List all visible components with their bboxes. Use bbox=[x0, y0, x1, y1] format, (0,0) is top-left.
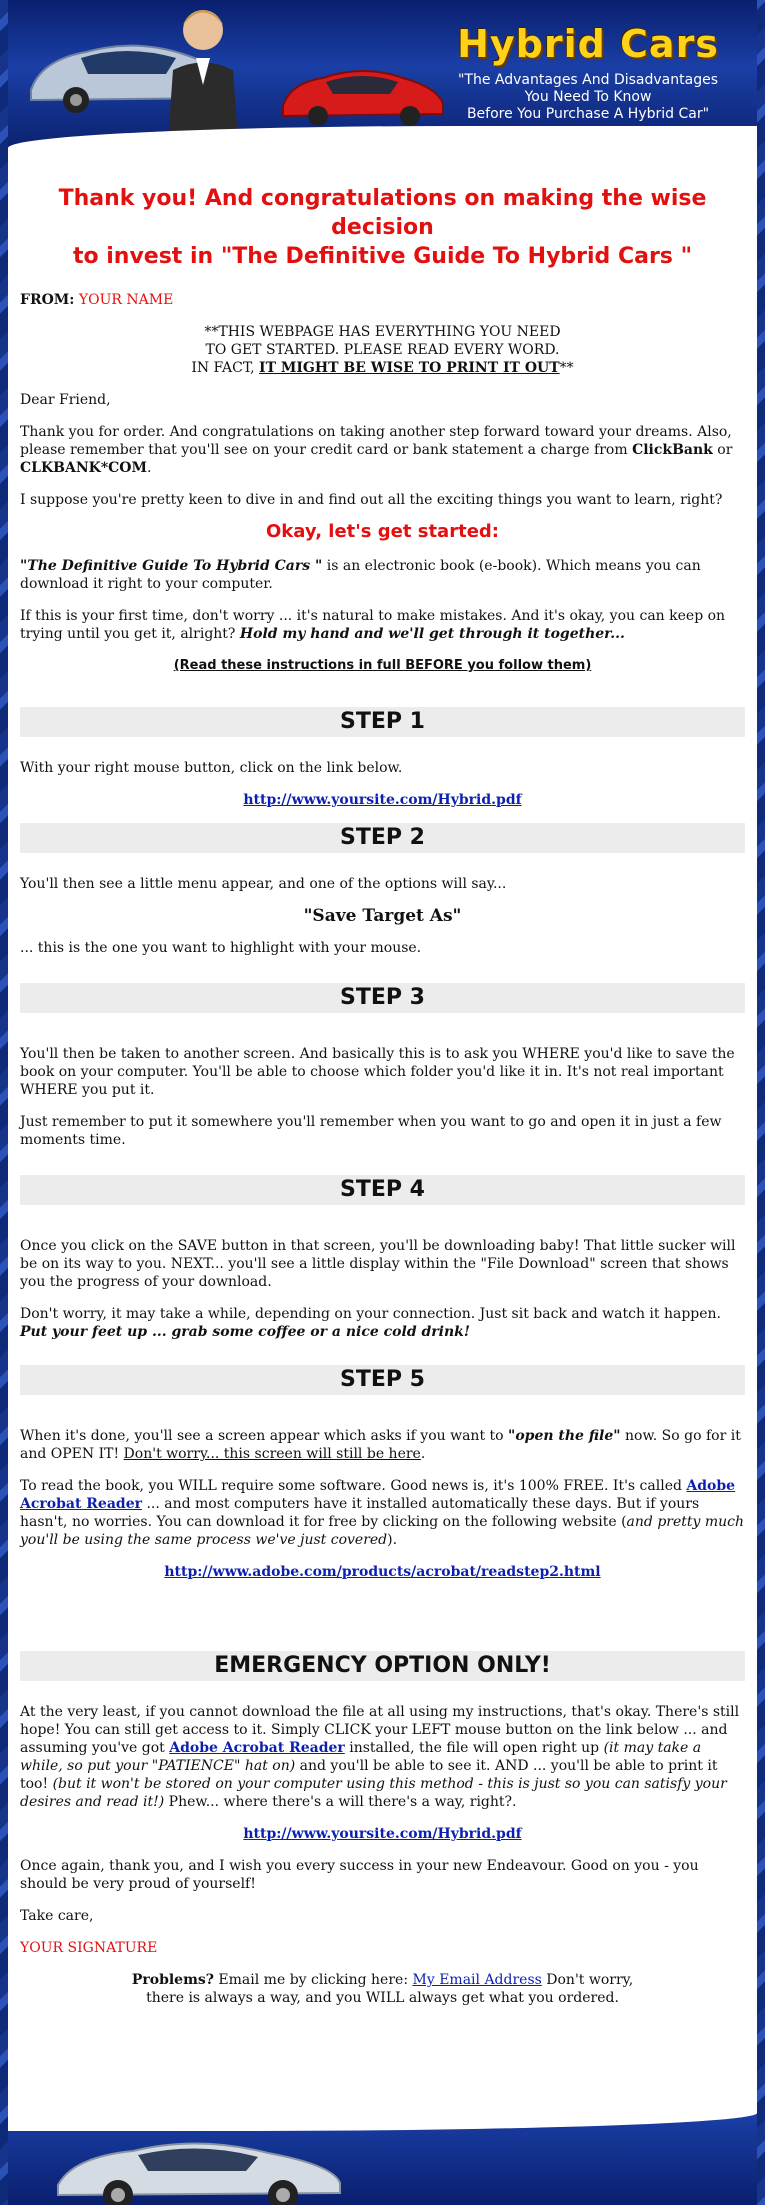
step-2-text: You'll then see a little menu appear, and one of the options will say... bbox=[20, 876, 507, 892]
header-banner bbox=[8, 0, 757, 148]
step-4-heading: STEP 4 bbox=[20, 1175, 745, 1205]
footer-banner bbox=[8, 2113, 757, 2205]
step-4-text-1: Once you click on the SAVE button in that screen, you'll be downloading baby! That little sucker will be on its way to you. NEXT... you'll see a little display within the "File Download" screen that shows you the progress of your download. bbox=[20, 1238, 736, 1290]
adobe-reader-link[interactable]: Adobe Acrobat Reader bbox=[20, 1478, 736, 1512]
signature: YOUR SIGNATURE bbox=[20, 1940, 158, 1956]
smiling-woman-image bbox=[158, 0, 248, 140]
save-target-as-label: "Save Target As" bbox=[303, 906, 462, 926]
emergency-text: At the very least, if you cannot download the file at all using my instructions, that's okay. There's still hope! You can still get access to it. Simply CLICK your LEFT mouse button on the link below ... and assuming you've got Adobe Acrobat Reader installed, the file will open right up (it may take a while, so put your "PATIENCE" hat on) and you'll be able to see it. AND ... you'll be able to print it too! (but it won't be stored on your computer using this method - this is just so you can satisfy your desires and read it!) Phew... where there's a will there's a way, right?. bbox=[20, 1704, 740, 1810]
emergency-download-link[interactable]: http://www.yoursite.com/Hybrid.pdf bbox=[243, 1826, 522, 1842]
problems-paragraph: Problems? Email me by clicking here: My Email Address Don't worry, there is always a way, and you WILL always get what you ordered. bbox=[131, 1972, 634, 2006]
print-notice: **THIS WEBPAGE HAS EVERYTHING YOU NEED TO GET STARTED. PLEASE READ EVERY WORD. IN FACT, IT MIGHT BE WISE TO PRINT IT OUT** bbox=[191, 324, 574, 376]
ebook-paragraph: "The Definitive Guide To Hybrid Cars " is an electronic book (e-book). Which means you can download it right to your computer. bbox=[20, 558, 701, 592]
page-headline: Thank you! And congratulations on making the wise decision to invest in "The Definitive Guide To Hybrid Cars " bbox=[58, 186, 707, 269]
email-link[interactable]: My Email Address bbox=[412, 1972, 542, 1988]
suppose-paragraph: I suppose you're pretty keen to dive in and find out all the exciting things you want to learn, right? bbox=[20, 492, 723, 508]
header-swoosh bbox=[8, 126, 757, 148]
step-5-text-2: To read the book, you WILL require some software. Good news is, it's 100% FREE. It's called Adobe Acrobat Reader ... and most computers have it installed automatically these days. But if yours hasn't, no worries. You can download it for free by clicking on the following website (and pretty much you'll be using the same process we've just covered). bbox=[20, 1478, 745, 1548]
step-3-heading: STEP 3 bbox=[20, 983, 745, 1013]
adobe-download-link[interactable]: http://www.adobe.com/products/acrobat/readstep2.html bbox=[164, 1564, 601, 1580]
main-content bbox=[8, 148, 757, 2007]
step-5-text-1: When it's done, you'll see a screen appear which asks if you want to "open the file" now. So go for it and OPEN IT! Don't worry... this screen will still be here. bbox=[20, 1428, 741, 1462]
step-1-text: With your right mouse button, click on the link below. bbox=[20, 760, 403, 776]
page bbox=[8, 0, 757, 2205]
step-2-after: ... this is the one you want to highlight with your mouse. bbox=[20, 940, 422, 956]
step-2-heading: STEP 2 bbox=[20, 823, 745, 853]
first-time-paragraph: If this is your first time, don't worry ... it's natural to make mistakes. And it's okay, you can keep on trying until you get it, alright? Hold my hand and we'll get through it together... bbox=[20, 608, 726, 642]
take-care: Take care, bbox=[20, 1908, 94, 1924]
step-3-text-2: Just remember to put it somewhere you'll remember when you want to go and open it in just a few moments time. bbox=[20, 1114, 722, 1148]
from-name: YOUR NAME bbox=[78, 292, 174, 308]
thanks-paragraph: Thank you for order. And congratulations on taking another step forward toward your dreams. Also, please remember that you'll see on your credit card or bank statement a charge from ClickBank or CLKBANK*COM. bbox=[20, 424, 733, 476]
from-line: FROM: YOUR NAME bbox=[20, 292, 174, 308]
brand-title: Hybrid Cars bbox=[457, 22, 719, 66]
step-5-heading: STEP 5 bbox=[20, 1365, 745, 1395]
hybrid-car-red-image bbox=[278, 58, 448, 128]
download-link[interactable]: http://www.yoursite.com/Hybrid.pdf bbox=[243, 792, 522, 808]
step-3-text-1: You'll then be taken to another screen. And basically this is to ask you WHERE you'd like to save the book on your computer. You'll be able to choose which folder you'd like it in. It's not real important WHERE you put it. bbox=[20, 1046, 735, 1098]
emergency-heading: EMERGENCY OPTION ONLY! bbox=[20, 1651, 745, 1681]
closing-paragraph: Once again, thank you, and I wish you every success in your new Endeavour. Good on you - you should be very proud of yourself! bbox=[20, 1858, 699, 1892]
lets-get-started-heading: Okay, let's get started: bbox=[266, 521, 499, 542]
brand-tagline: "The Advantages And Disadvantages You Need To Know Before You Purchase A Hybrid Car" bbox=[457, 72, 718, 122]
step-1-link-wrap bbox=[20, 791, 745, 809]
footer-car-image bbox=[48, 2125, 348, 2205]
instructions-note: (Read these instructions in full BEFORE you follow them) bbox=[173, 658, 592, 673]
step-1-heading: STEP 1 bbox=[20, 707, 745, 737]
emergency-adobe-link[interactable]: Adobe Acrobat Reader bbox=[169, 1740, 345, 1756]
greeting: Dear Friend, bbox=[20, 392, 111, 408]
step-4-text-2: Don't worry, it may take a while, depending on your connection. Just sit back and watch it happen. Put your feet up ... grab some coffee or a nice cold drink! bbox=[20, 1306, 721, 1340]
emergency-link-wrap bbox=[20, 1825, 745, 1843]
adobe-link-wrap bbox=[20, 1563, 745, 1581]
